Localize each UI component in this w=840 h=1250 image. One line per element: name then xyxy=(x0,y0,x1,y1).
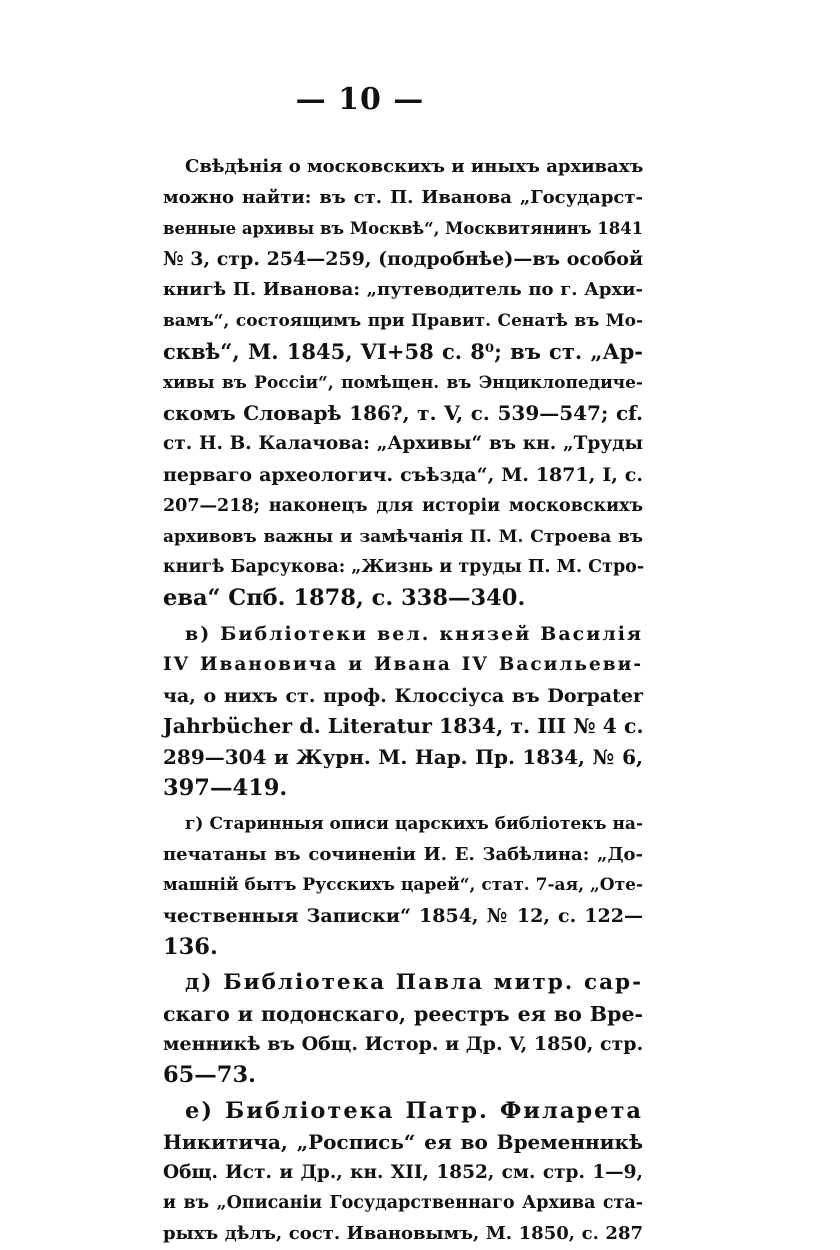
paragraph-e xyxy=(163,1096,643,1250)
text-line: е) Библіотека Патр. Филарета xyxy=(185,1097,643,1124)
text-line: № 3, стр. 254—259, (подробнѣе)—въ особой xyxy=(163,248,644,271)
text-line: Никитича, „Роспись“ ея во Временникѣ xyxy=(163,1129,643,1154)
text-line: 136. xyxy=(163,933,218,960)
text-line: Общ. Ист. и Др., кн. XII, 1852, см. стр. 1—9, xyxy=(163,1161,643,1183)
text-line: рыхъ дѣлъ, сост. Ивановымъ, М. 1850, с. 287 xyxy=(163,1223,643,1245)
page-number: — 10 — xyxy=(295,82,425,117)
text-line: г) Старинныя описи царскихъ библіотекъ на- xyxy=(185,813,643,834)
text-line: чественныя Записки“ 1854, № 12, с. 122— xyxy=(163,905,643,928)
paragraph-v xyxy=(163,619,643,804)
text-line: перваго археологич. съѣзда“, М. 1871, I, с. xyxy=(163,463,643,486)
text-line: ча, о нихъ ст. проф. Клоссіуса въ Dorpater xyxy=(163,684,643,707)
text-line: скаго и подонскаго, реестръ ея во Вре- xyxy=(163,1001,643,1026)
paragraph-d xyxy=(163,968,643,1091)
paragraph-g xyxy=(163,809,643,963)
text-line: ст. Н. В. Калачова: „Архивы“ въ кн. „Труды xyxy=(163,433,643,455)
text-line: IV Ивановича и Ивана IV Васильеви- xyxy=(163,653,643,675)
text-line: сквѣ“, М. 1845, VI+58 с. 8⁰; въ ст. „Ар- xyxy=(163,338,643,364)
text-line: Свѣдѣнія о московскихъ и иныхъ архивахъ xyxy=(185,156,644,177)
text-line: машній бытъ Русскихъ царей“, стат. 7-ая, „Оте- xyxy=(163,875,643,896)
text-line: менникѣ въ Общ. Истор. и Др. V, 1850, стр. xyxy=(163,1033,644,1056)
text-line: 65—73. xyxy=(163,1062,256,1089)
text-line: книгѣ П. Иванова: „путеводитель по г. Архи- xyxy=(163,279,643,301)
paragraph-archives xyxy=(163,152,643,614)
text-line: в) Библіотеки вел. князей Василія xyxy=(185,622,643,645)
text-line: скомъ Словарѣ 186?, т. V, с. 539—547; cf. xyxy=(163,401,643,426)
text-line: вамъ“, состоящимъ при Правит. Сенатѣ въ Мо- xyxy=(163,310,643,331)
text-line: венные архивы въ Москвѣ“, Москвитянинъ 1841 xyxy=(163,218,644,238)
text-line: Jahrbücher d. Literatur 1834, т. III № 4 с. xyxy=(163,714,644,739)
text-line: можно найти: въ ст. П. Иванова „Государст- xyxy=(163,186,643,208)
text-line: архивовъ важны и замѣчанія П. М. Строева въ xyxy=(163,526,643,547)
body-text xyxy=(163,152,643,1250)
text-line: 289—304 и Журн. М. Нар. Пр. 1834, № 6, xyxy=(163,745,643,770)
text-line: хивы въ Россіи“, помѣщен. въ Энциклопедиче- xyxy=(163,372,643,393)
text-line: печатаны въ сочиненіи И. Е. Забѣлина: „До- xyxy=(163,843,643,865)
text-line: ева“ Спб. 1878, с. 338—340. xyxy=(163,585,526,612)
text-line: 397—419. xyxy=(163,774,288,801)
text-line: книгѣ Барсукова: „Жизнь и труды П. М. Стро- xyxy=(163,557,645,578)
text-line: д) Библіотека Павла митр. сар- xyxy=(185,969,643,995)
text-line: и въ „Описаніи Государственнаго Архива ста- xyxy=(163,1193,643,1214)
text-line: 207—218; наконецъ для исторіи московскихъ xyxy=(163,495,643,516)
